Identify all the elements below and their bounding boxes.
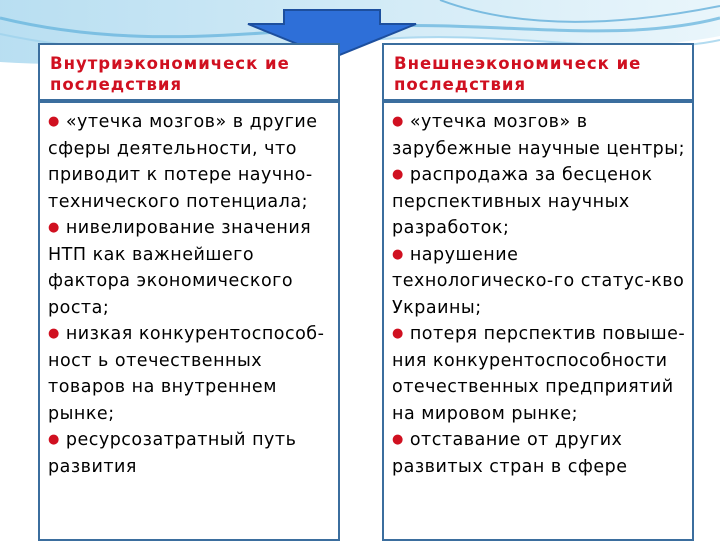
bullet-icon: ● (48, 220, 60, 235)
external-consequences-list (382, 101, 694, 541)
list-item (48, 427, 332, 480)
list-item-text: «утечка мозгов» в другие сферы деятельности, что приводит к потере научно-технического потенциала; (48, 112, 318, 212)
list-item-text: «утечка мозгов» в зарубежные научные центры; (392, 112, 685, 159)
list-item (48, 215, 332, 321)
list-item-text: ресурсозатратный путь развития (48, 430, 297, 477)
list-item-text: распродажа за бесценок перспективных научных разработок; (392, 165, 653, 238)
list-item-text: потеря перспектив повыше-ния конкурентоспособности отечественных предприятий на мировом рынке; (392, 324, 686, 424)
list-item-text: нарушение технологическо-го статус-кво Украины; (392, 244, 685, 318)
list-item (392, 162, 686, 242)
bullet-icon: ● (48, 326, 60, 341)
external-consequences-header: Внешнеэкономическ ие последствия (382, 43, 694, 101)
list-item-text: нивелирование значения НТП как важнейшего фактора экономического роста; (48, 218, 312, 318)
bullet-icon: ● (392, 432, 404, 447)
internal-consequences-list (38, 101, 340, 541)
bullet-icon: ● (392, 114, 404, 129)
bullet-icon: ● (392, 167, 404, 182)
list-item (48, 109, 332, 215)
bullet-icon: ● (392, 326, 404, 341)
internal-consequences-header: Внутриэкономическ ие последствия (38, 43, 340, 101)
list-item (48, 321, 332, 427)
list-item (392, 242, 686, 322)
list-item-text: отставание от других развитых стран в сфере (392, 430, 628, 477)
list-item (392, 427, 686, 480)
bullet-icon: ● (48, 114, 60, 129)
list-item-text: низкая конкурентоспособ-ност ь отечественных товаров на внутреннем рынке; (48, 324, 325, 424)
bullet-icon: ● (392, 246, 404, 262)
list-item (392, 321, 686, 427)
list-item (392, 109, 686, 162)
bullet-icon: ● (48, 432, 60, 447)
